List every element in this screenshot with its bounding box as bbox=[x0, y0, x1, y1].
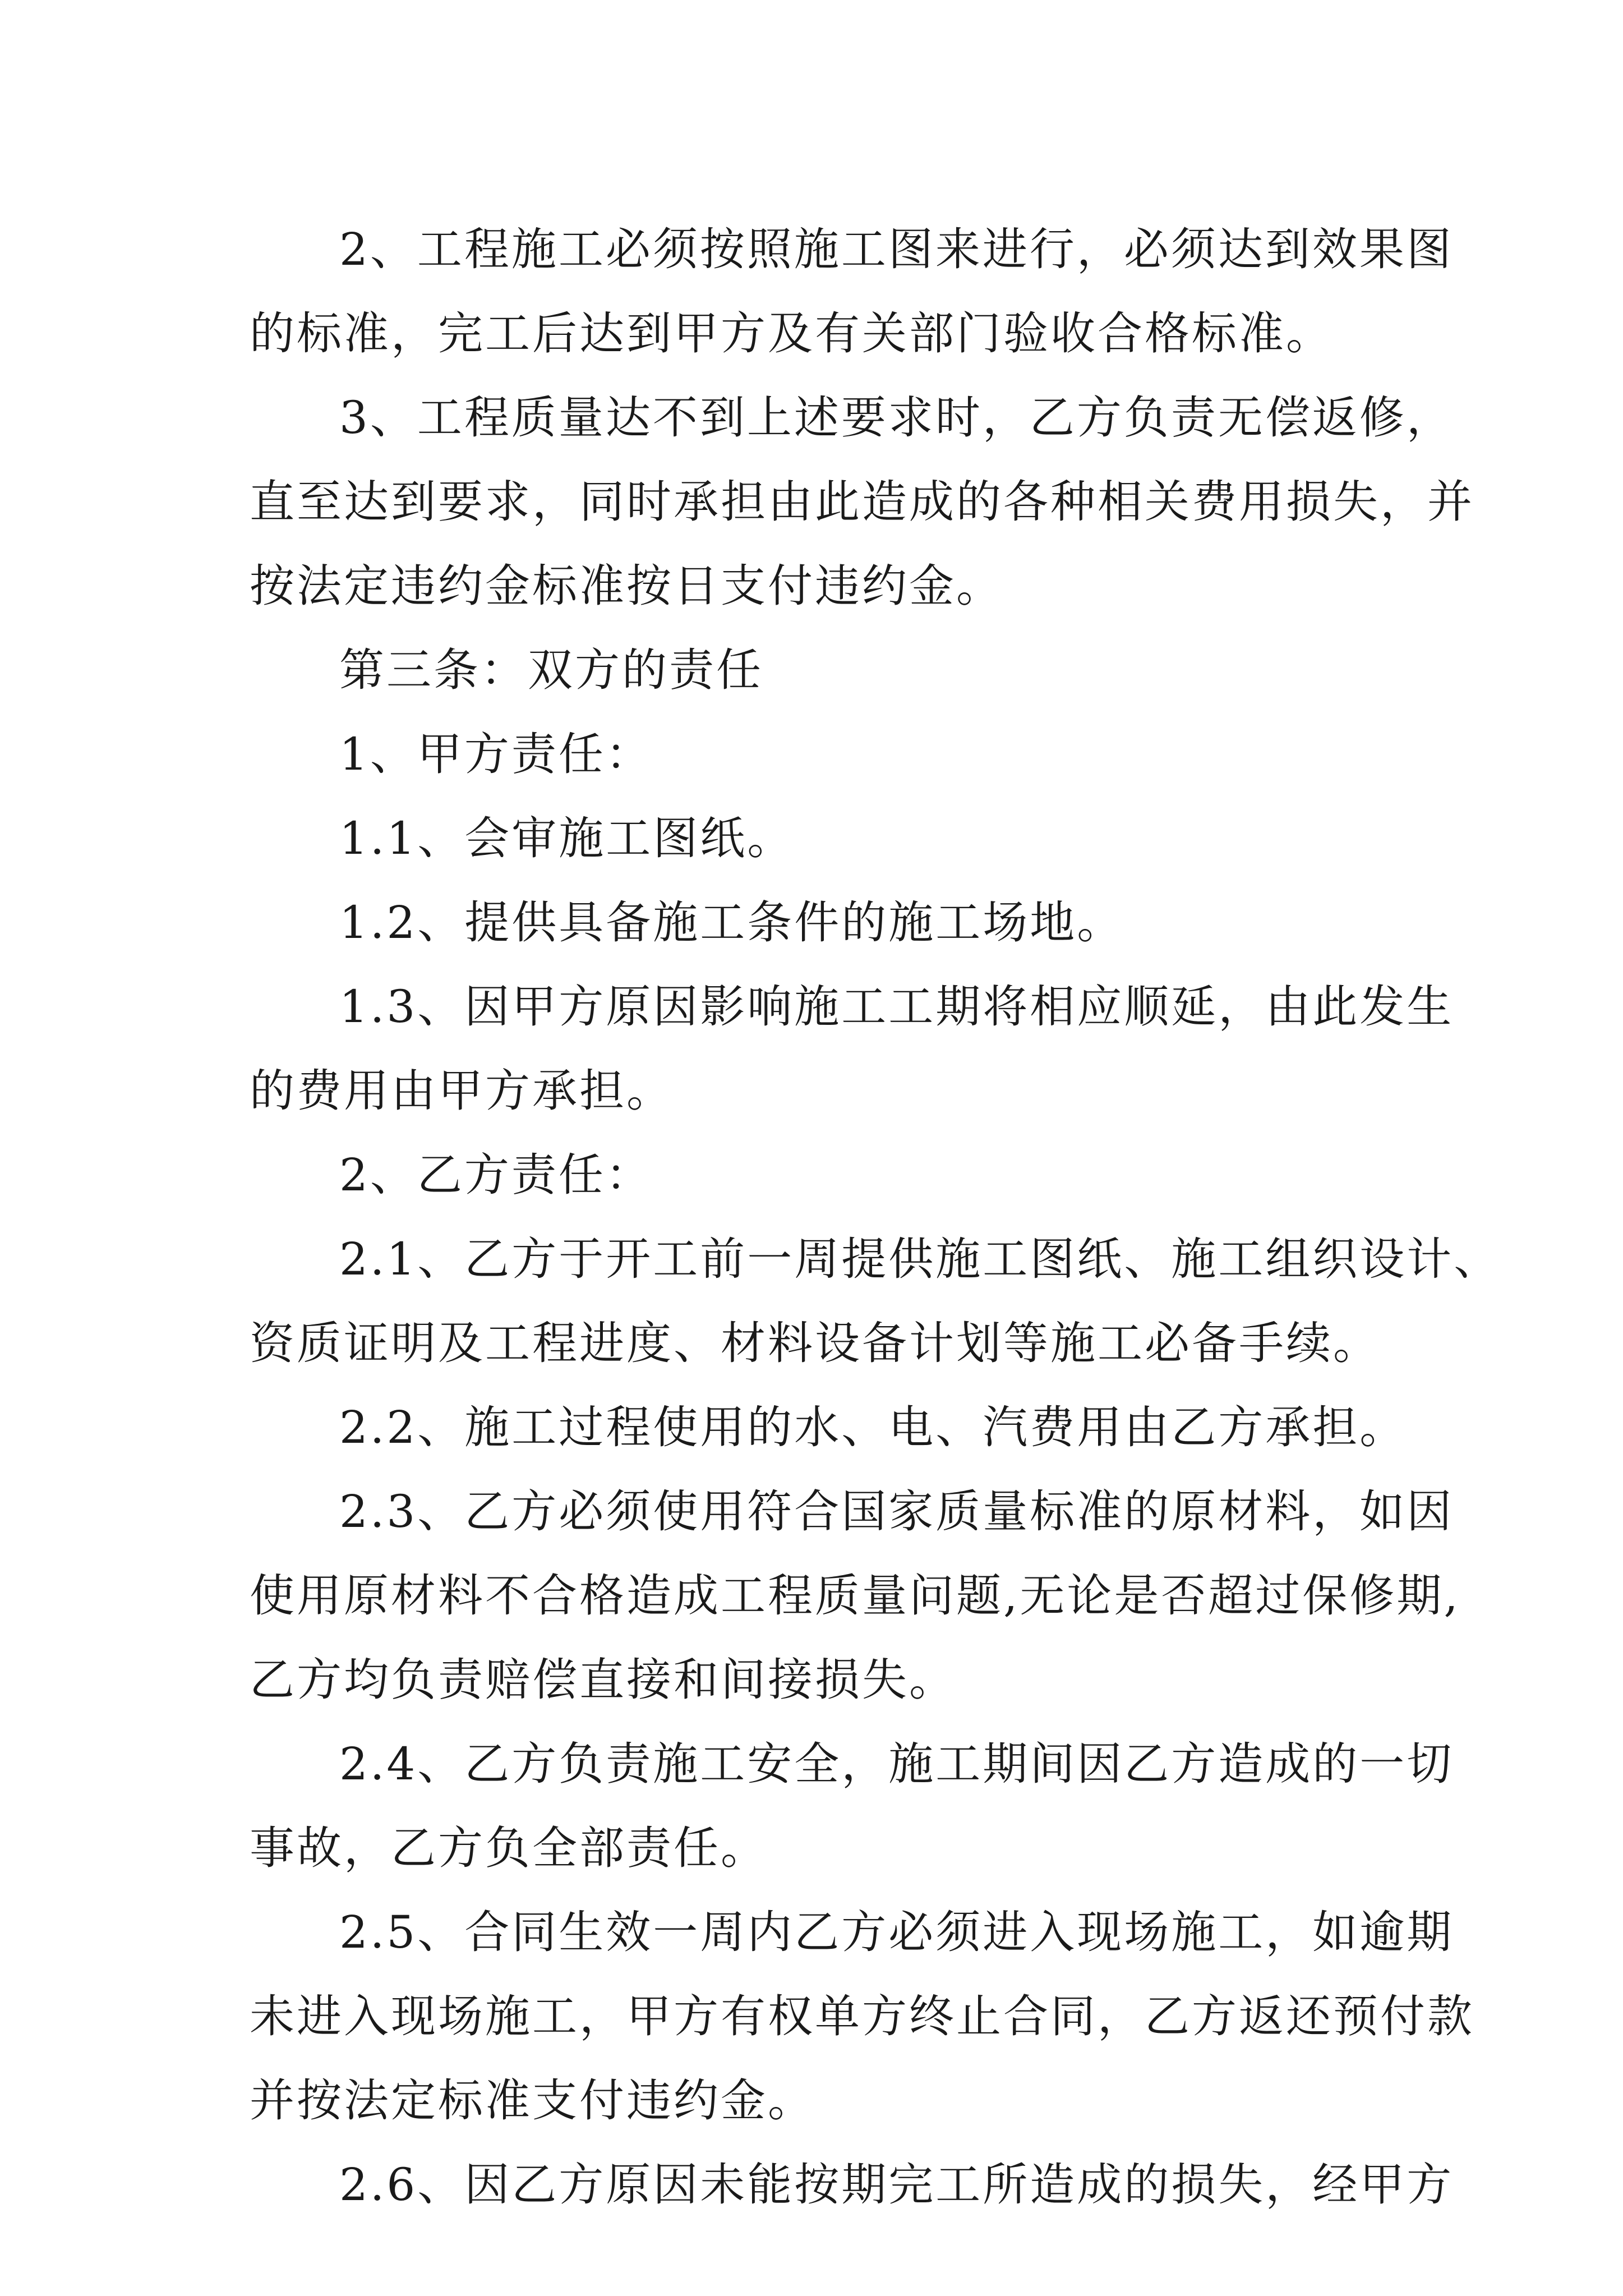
section-heading: 第三条：双方的责任 bbox=[339, 644, 763, 696]
text-line: 1.3、因甲方原因影响施工工期将相应顺延，由此发生 bbox=[339, 981, 1454, 1033]
subsection-heading: 2、乙方责任： bbox=[339, 1149, 653, 1201]
text-line: 1.1、会审施工图纸。 bbox=[339, 812, 795, 864]
document-body bbox=[250, 208, 1501, 2227]
text-line: 的费用由甲方承担。 bbox=[250, 1065, 674, 1117]
text-line: 按法定违约金标准按日支付违约金。 bbox=[250, 560, 1003, 612]
text-line: 2.2、施工过程使用的水、电、汽费用由乙方承担。 bbox=[339, 1401, 1407, 1453]
text-line: 2、工程施工必须按照施工图来进行，必须达到效果图 bbox=[339, 223, 1454, 275]
text-line: 使用原材料不合格造成工程质量问题,无论是否超过保修期, bbox=[250, 1570, 1460, 1622]
text-line: 2.4、乙方负责施工安全，施工期间因乙方造成的一切 bbox=[339, 1738, 1454, 1790]
text-line: 3、工程质量达不到上述要求时，乙方负责无偿返修， bbox=[339, 392, 1454, 444]
text-line: 资质证明及工程进度、材料设备计划等施工必备手续。 bbox=[250, 1317, 1380, 1369]
text-line: 1.2、提供具备施工条件的施工场地。 bbox=[339, 896, 1124, 949]
text-line: 的标准，完工后达到甲方及有关部门验收合格标准。 bbox=[250, 307, 1333, 360]
subsection-heading: 1、甲方责任： bbox=[339, 728, 653, 780]
text-line: 未进入现场施工，甲方有权单方终止合同，乙方返还预付款 bbox=[250, 1990, 1474, 2042]
text-line: 乙方均负责赔偿直接和间接损失。 bbox=[250, 1654, 956, 1706]
text-line: 事故，乙方负全部责任。 bbox=[250, 1822, 768, 1874]
text-line: 2.1、乙方于开工前一周提供施工图纸、施工组织设计、 bbox=[339, 1233, 1501, 1285]
text-line: 2.5、合同生效一周内乙方必须进入现场施工，如逾期 bbox=[339, 1906, 1454, 1958]
text-line: 2.6、因乙方原因未能按期完工所造成的损失，经甲方 bbox=[339, 2159, 1454, 2211]
text-line: 直至达到要求，同时承担由此造成的各种相关费用损失，并 bbox=[250, 476, 1474, 528]
text-line: 2.3、乙方必须使用符合国家质量标准的原材料，如因 bbox=[339, 1485, 1454, 1538]
text-line: 并按法定标准支付违约金。 bbox=[250, 2074, 815, 2127]
